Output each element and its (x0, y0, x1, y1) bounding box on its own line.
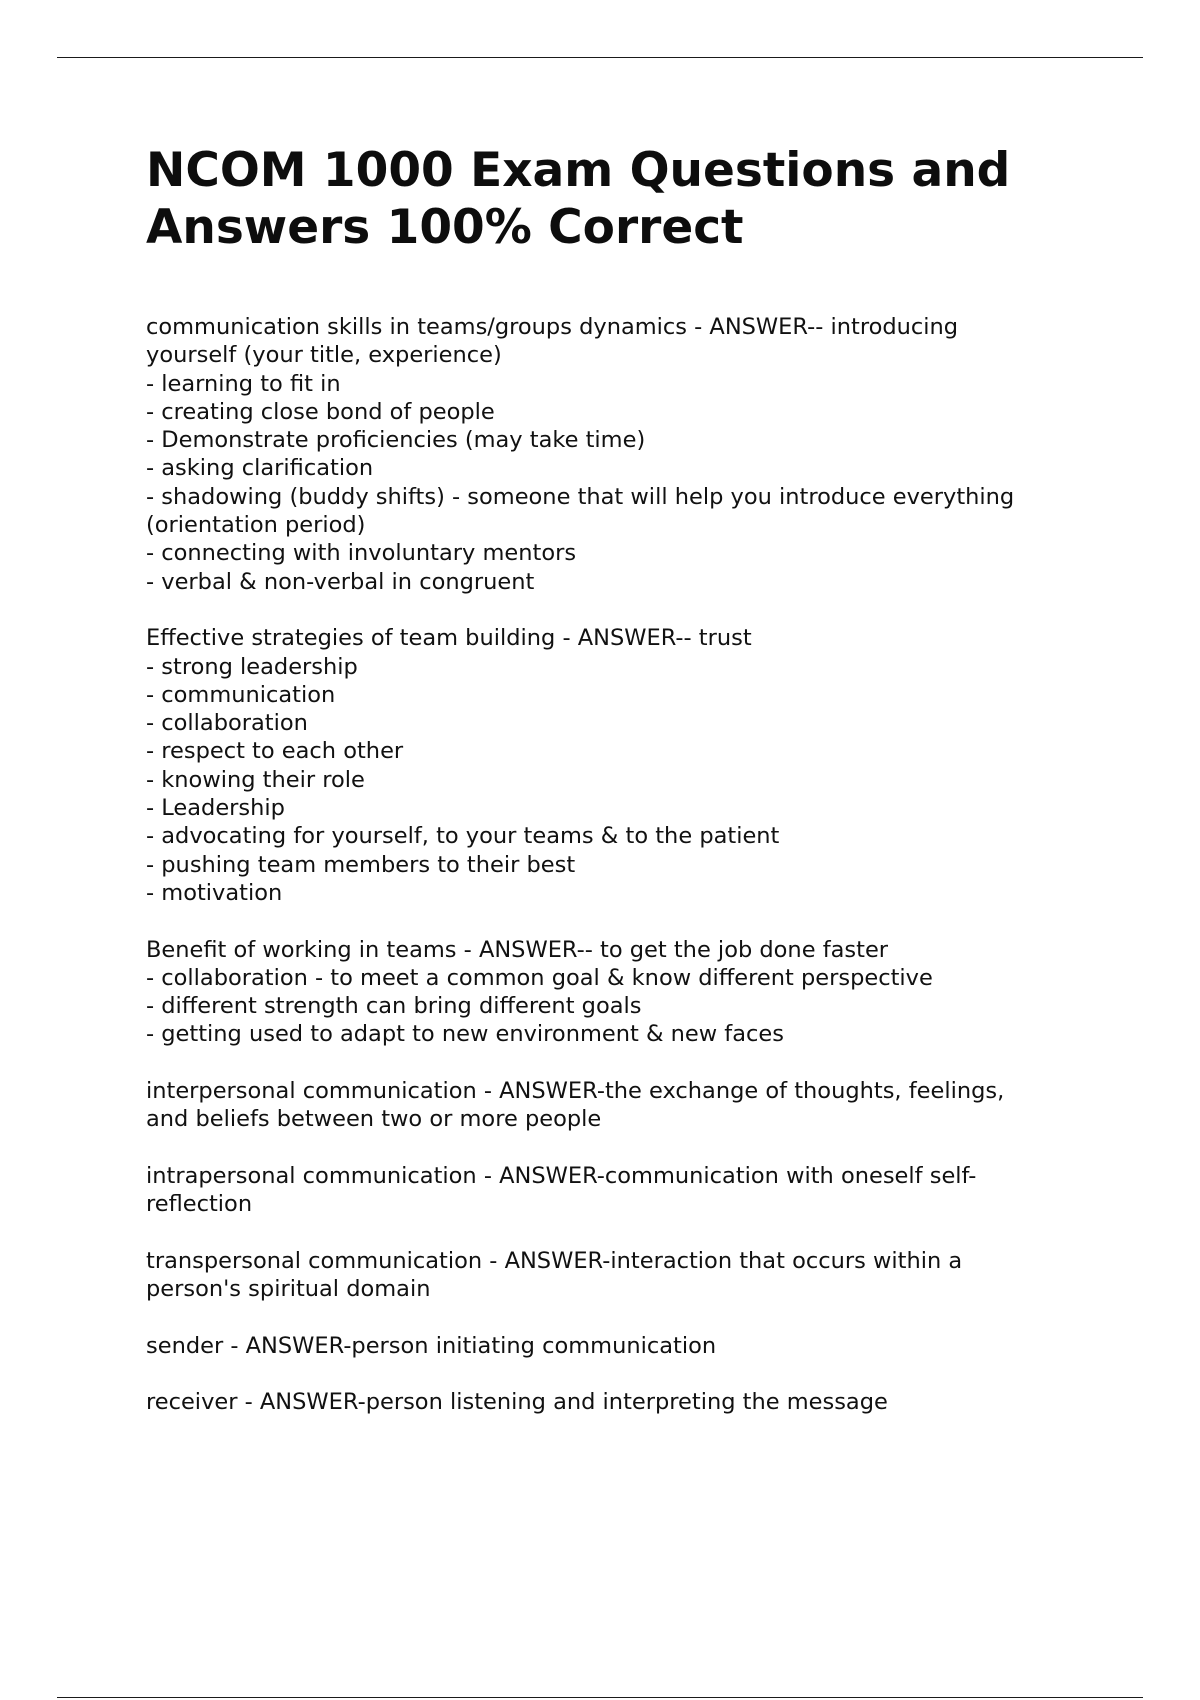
qa-answer-line: - Demonstrate proficiencies (may take time) (146, 427, 646, 454)
qa-question-line: interpersonal communication - ANSWER-the exchange of thoughts, feelings, (146, 1078, 1005, 1105)
qa-question-line: receiver - ANSWER-person listening and interpreting the message (146, 1389, 888, 1416)
qa-entry (146, 1388, 1146, 1416)
qa-answer-line: reflection (146, 1191, 253, 1218)
qa-answer-line: (orientation period) (146, 512, 366, 539)
qa-answer-line: - different strength can bring different goals (146, 993, 642, 1020)
qa-answer-line: - Leadership (146, 795, 285, 822)
qa-question-line: intrapersonal communication - ANSWER-communication with oneself self- (146, 1162, 977, 1189)
qa-answer-line: - collaboration - to meet a common goal & know different perspective (146, 964, 933, 991)
qa-answer-line: - learning to fit in (146, 370, 341, 397)
qa-answer-line: - verbal & non-verbal in congruent (146, 568, 535, 595)
top-rule (57, 57, 1143, 58)
qa-question-line: Effective strategies of team building - ANSWER-- trust (146, 625, 752, 652)
qa-list (146, 313, 1146, 1417)
qa-answer-line: - asking clarification (146, 455, 374, 482)
qa-answer-line: - pushing team members to their best (146, 851, 576, 878)
document-body (146, 142, 1146, 1445)
qa-entry (146, 936, 1146, 1049)
qa-question-line: Benefit of working in teams - ANSWER-- to get the job done faster (146, 936, 889, 963)
qa-answer-line: - connecting with involuntary mentors (146, 540, 577, 567)
qa-entry (146, 1077, 1146, 1134)
qa-answer-line: - knowing their role (146, 766, 365, 793)
qa-answer-line: person's spiritual domain (146, 1276, 431, 1303)
qa-answer-line: - collaboration (146, 710, 308, 737)
qa-entry (146, 624, 1146, 907)
title-line-1: NCOM 1000 Exam Questions and (146, 143, 1011, 198)
qa-answer-line: - creating close bond of people (146, 398, 495, 425)
qa-answer-line: - respect to each other (146, 738, 404, 765)
qa-answer-line: - communication (146, 681, 336, 708)
qa-answer-line: - getting used to adapt to new environment & new faces (146, 1021, 784, 1048)
qa-answer-line: - strong leadership (146, 653, 358, 680)
qa-answer-line: yourself (your title, experience) (146, 342, 502, 369)
qa-answer-line: - advocating for yourself, to your teams & to the patient (146, 823, 780, 850)
qa-answer-line: - shadowing (buddy shifts) - someone that will help you introduce everything (146, 483, 1015, 510)
qa-answer-line: and beliefs between two or more people (146, 1106, 602, 1133)
qa-answer-line: - motivation (146, 879, 283, 906)
title-line-2: Answers 100% Correct (146, 200, 744, 255)
qa-question-line: sender - ANSWER-person initiating communication (146, 1332, 717, 1359)
qa-entry (146, 1162, 1146, 1219)
qa-question-line: transpersonal communication - ANSWER-interaction that occurs within a (146, 1247, 963, 1274)
bottom-rule (57, 1697, 1143, 1698)
qa-entry (146, 313, 1146, 596)
qa-entry (146, 1247, 1146, 1304)
qa-entry (146, 1332, 1146, 1360)
document-title (146, 142, 1146, 256)
qa-question-line: communication skills in teams/groups dynamics - ANSWER-- introducing (146, 314, 959, 340)
